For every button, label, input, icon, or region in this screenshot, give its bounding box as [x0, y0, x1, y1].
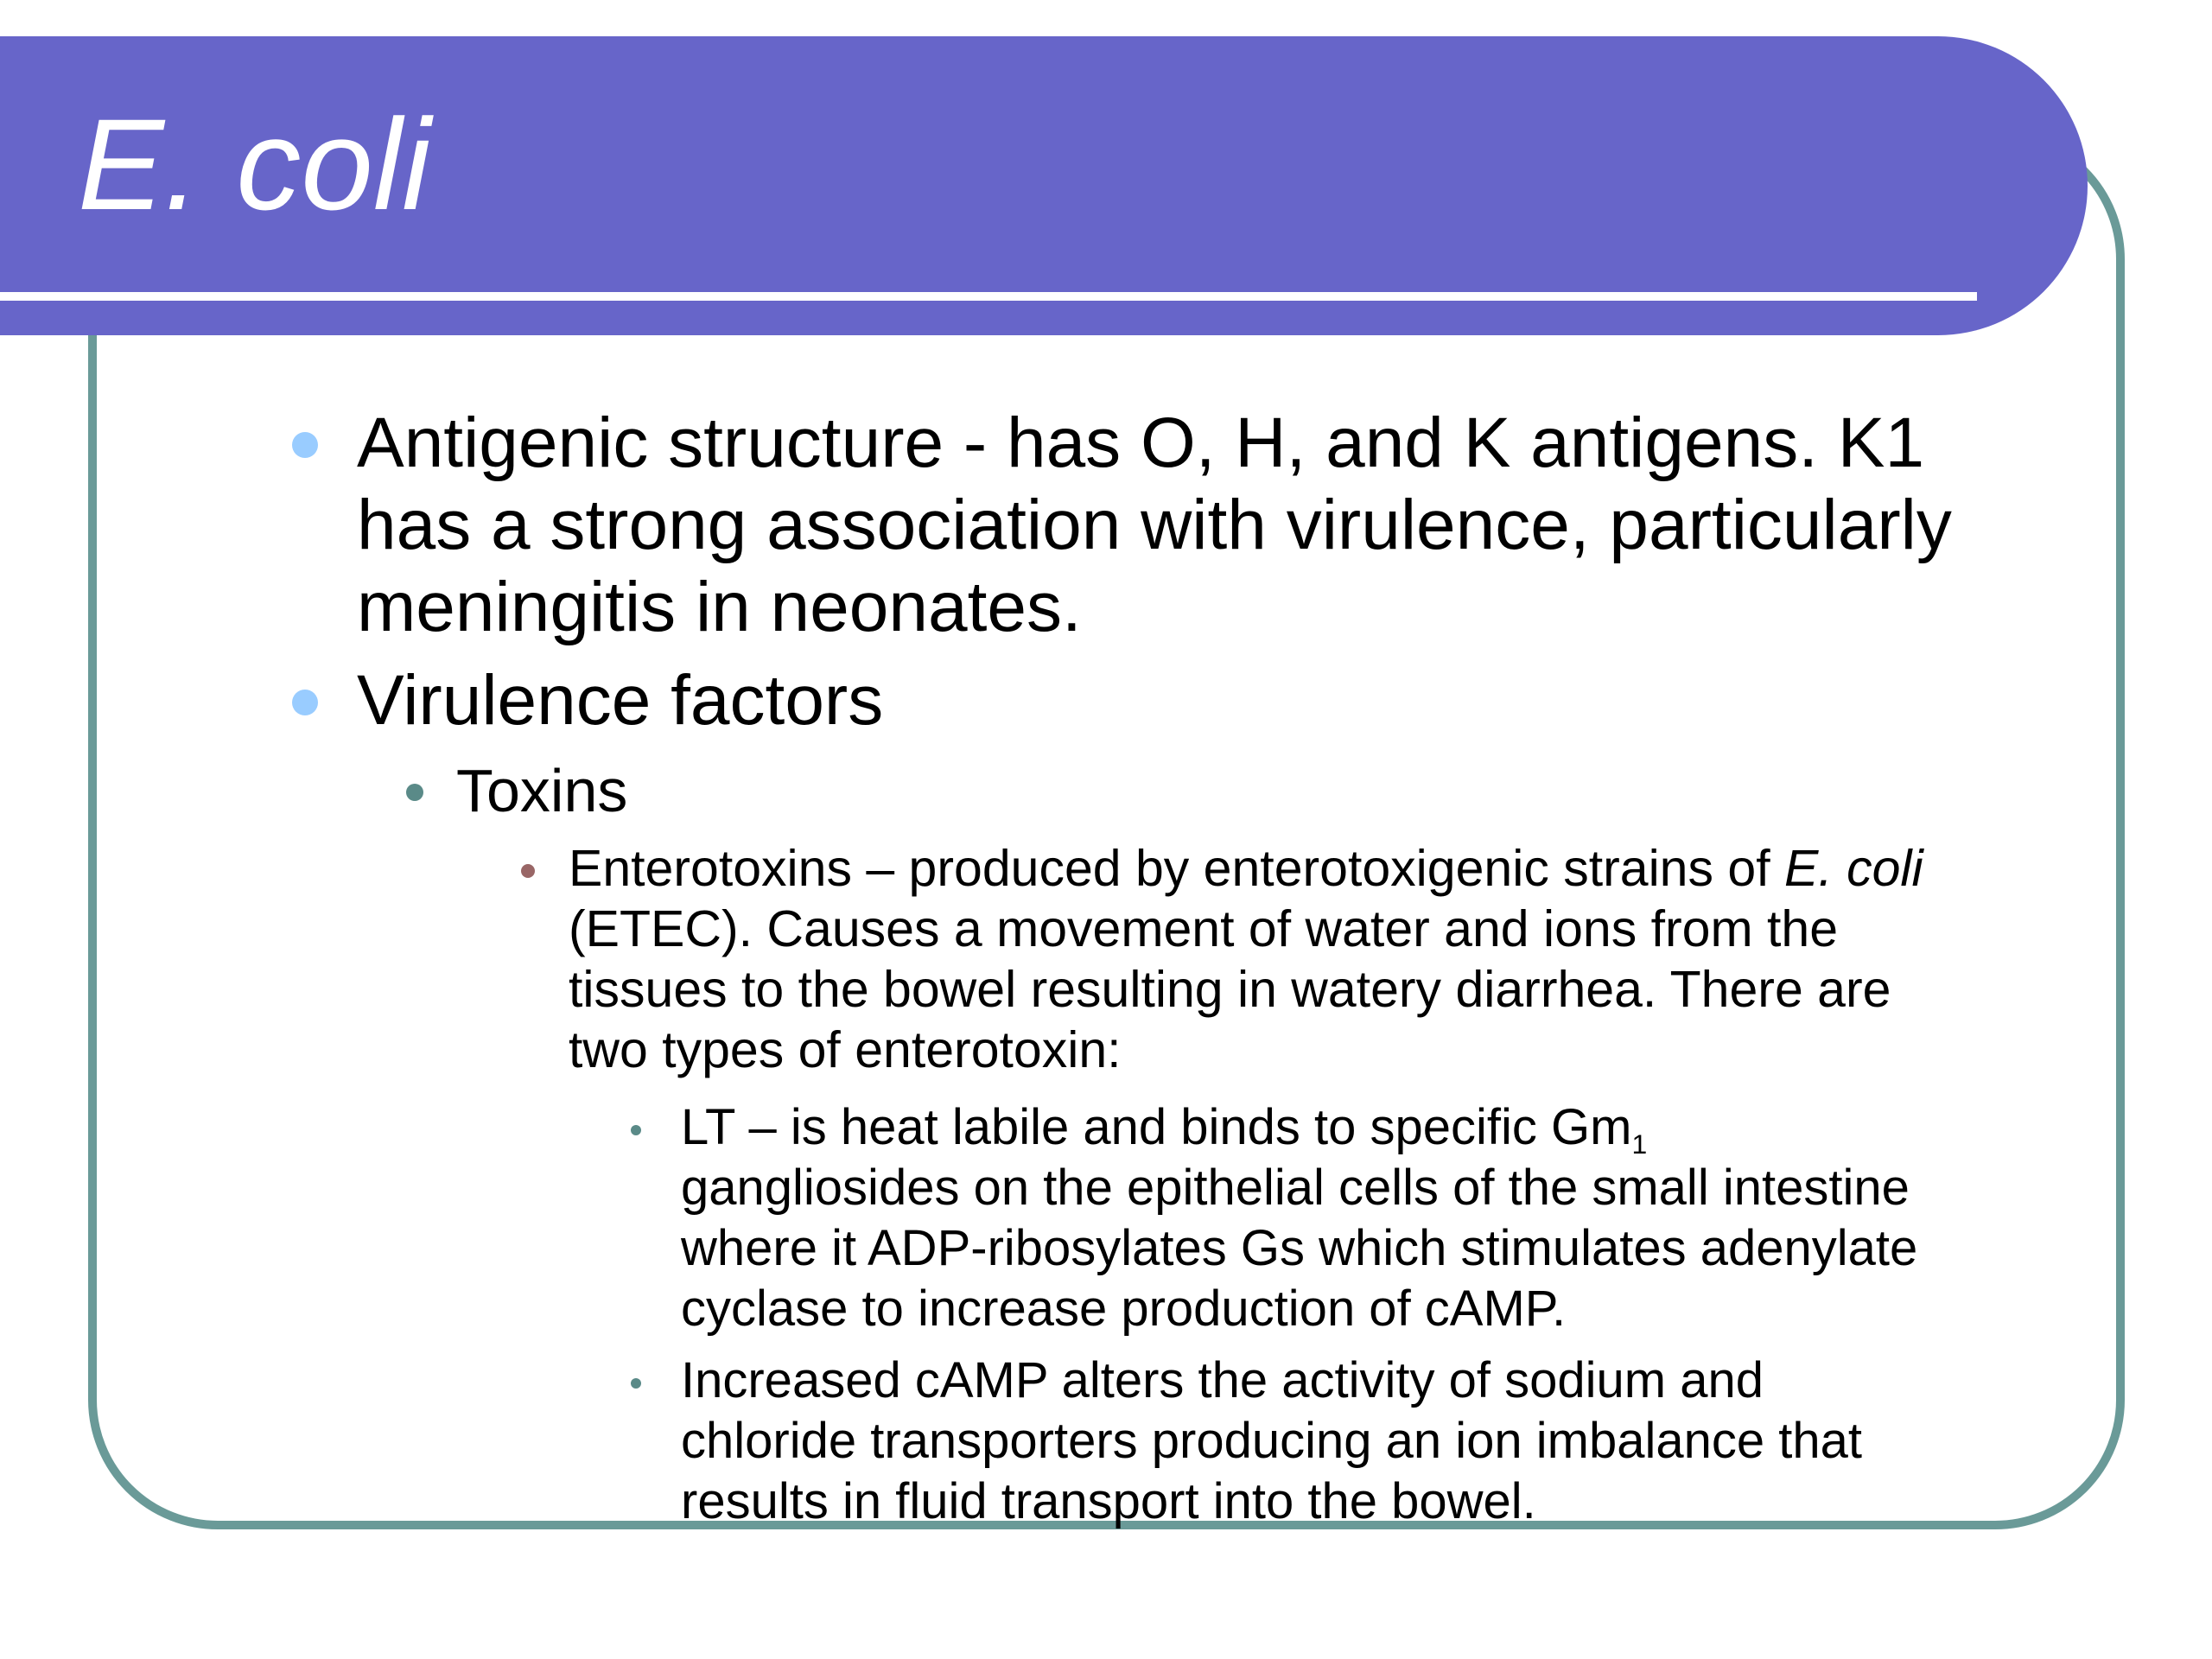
subscript: 1 — [1631, 1128, 1648, 1160]
bullet-line: two types of enterotoxin: — [569, 1021, 1122, 1078]
bullet-line: gangliosides on the epithelial cells of the small intestine — [681, 1160, 1910, 1216]
bullet-dot-icon — [631, 1125, 641, 1135]
bullet-line: Increased cAMP alters the activity of sodium and — [681, 1352, 1764, 1408]
bullet-text: Enterotoxins – produced by enterotoxigenic strains of — [569, 840, 1784, 897]
bullet-line: has a strong association with virulence, particularly — [357, 486, 1952, 564]
bullet-toxins — [456, 756, 627, 825]
bullet-dot-icon — [631, 1378, 641, 1389]
bullet-line: Antigenic structure - has O, H, and K antigens. K1 — [357, 404, 1925, 482]
bullet-line: where it ADP-ribosylates Gs which stimulates adenylate — [681, 1220, 1918, 1276]
bullet-dot-icon — [292, 690, 318, 715]
bullet-line: (ETEC). Causes a movement of water and ions from the — [569, 900, 1839, 957]
bullet-antigenic-structure — [357, 402, 1952, 648]
bullet-line: cyclase to increase production of cAMP. — [681, 1281, 1567, 1337]
bullet-dot-icon — [521, 864, 535, 878]
bullet-line: Virulence factors — [357, 661, 884, 740]
bullet-line — [681, 1097, 1917, 1158]
bullet-line — [569, 838, 1923, 899]
bullet-enterotoxins — [569, 838, 1923, 1080]
bullet-line: results in fluid transport into the bowel. — [681, 1473, 1536, 1529]
bullet-lt — [681, 1097, 1917, 1339]
bullet-line: meningitis in neonates. — [357, 568, 1082, 646]
bullet-dot-icon — [406, 784, 423, 801]
bullet-text: LT – is heat labile and binds to specific Gm — [681, 1099, 1632, 1155]
bullet-dot-icon — [292, 432, 318, 458]
slide-title: E. coli — [78, 92, 431, 237]
bullet-increased-camp — [681, 1351, 1862, 1532]
bullet-line: Toxins — [456, 757, 628, 824]
bullet-virulence-factors — [357, 659, 883, 741]
bullet-line: tissues to the bowel resulting in watery diarrhea. There are — [569, 961, 1891, 1018]
bullet-line: chloride transporters producing an ion imbalance that — [681, 1413, 1863, 1469]
organism-name: E. coli — [1783, 840, 1923, 897]
